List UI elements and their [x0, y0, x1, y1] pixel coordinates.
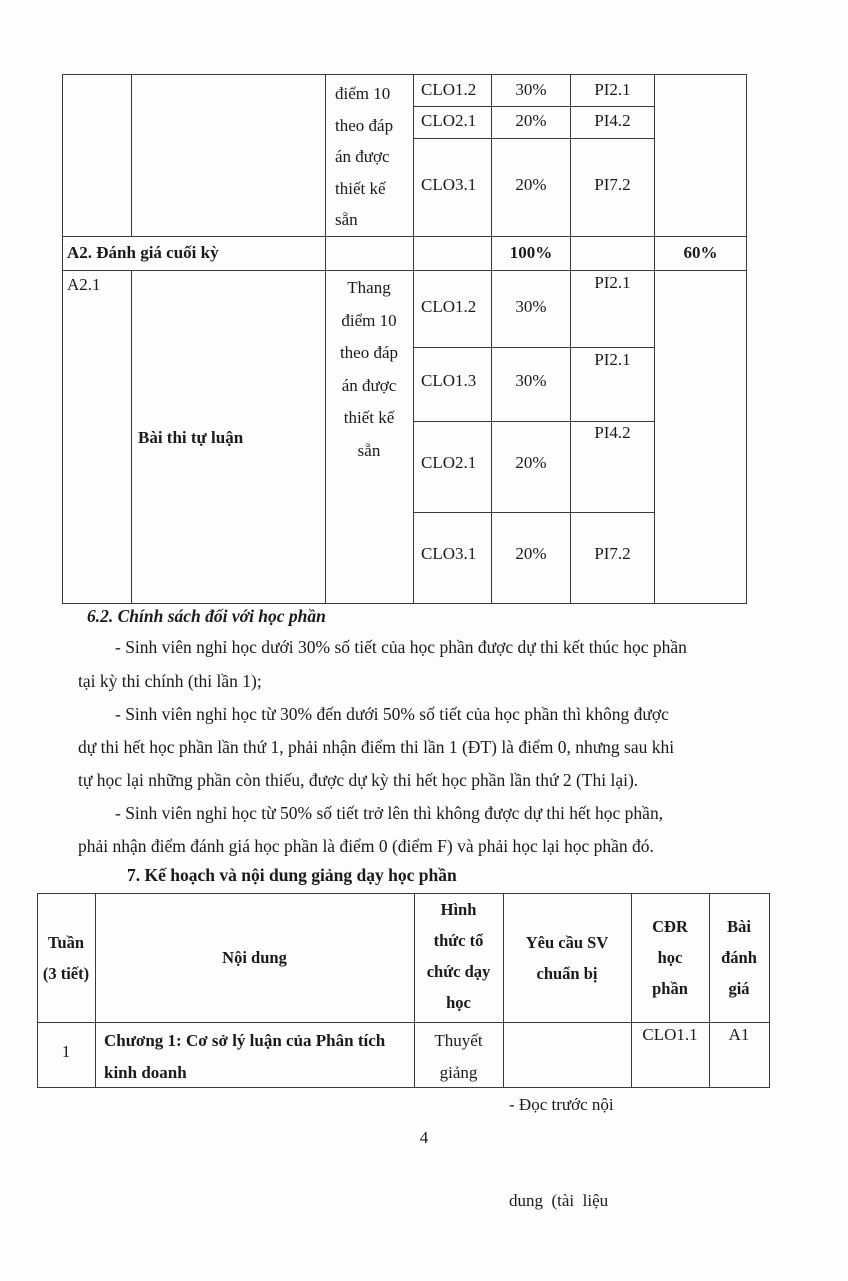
- policy-line: tự học lại những phần còn thiếu, được dự kỳ thi hết học phần lần thứ 2 (Thi lại).: [78, 770, 639, 790]
- chapter-title: Cơ sở lý luận của Phân tích: [181, 1031, 386, 1050]
- table-border: [62, 603, 747, 604]
- method-line: sẵn: [335, 210, 358, 229]
- prep-line: dung (tài liệu: [509, 1191, 609, 1210]
- column-divider: [654, 74, 655, 603]
- policy-line: tại kỳ thi chính (thi lần 1);: [78, 671, 262, 691]
- pi-cell: PI7.2: [594, 544, 631, 563]
- method-cell: [326, 78, 413, 236]
- row-divider: [413, 138, 655, 139]
- format-line: giảng: [439, 1063, 478, 1082]
- clo-cell: CLO1.2: [421, 297, 477, 316]
- content-cell: [104, 1025, 385, 1089]
- method-line: thiết kế: [335, 178, 386, 198]
- pi-cell: PI4.2: [594, 111, 631, 130]
- header-line: phần: [652, 979, 688, 998]
- method-line: Thang: [347, 278, 391, 297]
- section-a2-total-weight: 100%: [509, 243, 553, 262]
- header-line: học: [446, 993, 471, 1012]
- header-line: chức dạy: [426, 962, 491, 981]
- weight-cell: 30%: [515, 297, 547, 316]
- pi-cell: PI2.1: [594, 273, 631, 292]
- pi-cell: PI2.1: [594, 350, 631, 369]
- section-a2-course-weight: 60%: [683, 243, 718, 262]
- header-line: Yêu cầu SV: [525, 933, 609, 952]
- clo-cell: CLO2.1: [421, 111, 477, 130]
- header-clo: [631, 911, 709, 1004]
- week-cell: 1: [61, 1042, 71, 1061]
- method-cell: [325, 272, 413, 467]
- section-a2-label: A2. Đánh giá cuối kỳ: [67, 243, 219, 262]
- header-content: Nội dung: [222, 948, 287, 967]
- clo-cell: CLO1.3: [421, 371, 477, 390]
- policy-line: - Sinh viên nghỉ học dưới 30% số tiết của học phần được dự thi kết thúc học phần: [115, 637, 687, 657]
- header-line: thức tổ: [433, 931, 484, 950]
- header-line: Hình: [440, 900, 477, 919]
- header-prep: [503, 927, 631, 989]
- policy-line: - Sinh viên nghỉ học từ 50% số tiết trở lên thì không được dự thi hết học phần,: [115, 803, 664, 823]
- column-divider: [413, 74, 414, 603]
- row-divider: [413, 106, 655, 107]
- pi-cell: PI7.2: [594, 175, 631, 194]
- header-week: [37, 927, 95, 989]
- table-border: [746, 74, 747, 604]
- method-line: thiết kế: [343, 408, 395, 427]
- table-border: [37, 893, 770, 894]
- method-line: điểm 10: [341, 310, 397, 330]
- assessment-code: A2.1: [67, 275, 101, 294]
- assessment-cell: A1: [728, 1025, 750, 1044]
- weight-cell: 30%: [515, 80, 547, 99]
- header-assessment: [709, 911, 769, 1004]
- header-line: đánh: [721, 948, 757, 967]
- table-border: [62, 74, 747, 75]
- method-line: điểm 10: [335, 84, 391, 103]
- pi-cell: PI2.1: [594, 80, 631, 99]
- row-divider: [413, 421, 655, 422]
- weight-cell: 20%: [515, 175, 547, 194]
- header-line: CĐR: [652, 917, 688, 936]
- row-divider: [62, 270, 747, 271]
- column-divider: [95, 893, 96, 1088]
- header-format: [414, 894, 503, 1018]
- clo-cell: CLO2.1: [421, 453, 477, 472]
- assessment-name: Bài thi tự luận: [138, 428, 244, 447]
- method-line: án được: [341, 375, 397, 395]
- chapter-title-cont: kinh doanh: [104, 1063, 187, 1082]
- header-line: học: [657, 948, 683, 967]
- column-divider: [131, 74, 132, 236]
- weight-cell: 20%: [515, 544, 547, 563]
- plan-heading: 7. Kế hoạch và nội dung giảng dạy học phần: [127, 865, 457, 885]
- prep-line: - Đọc trước nội: [509, 1095, 614, 1114]
- header-line: (3 tiết): [42, 964, 90, 983]
- weight-cell: 20%: [515, 453, 547, 472]
- header-line: Tuần: [47, 933, 85, 952]
- chapter-label: Chương 1:: [104, 1031, 182, 1050]
- header-line: giá: [728, 979, 750, 998]
- policy-line: phải nhận điểm đánh giá học phần là điểm 0 (điểm F) và phải học lại học phần đó.: [78, 836, 654, 856]
- row-divider: [413, 512, 655, 513]
- clo-cell: CLO1.2: [421, 80, 477, 99]
- table-border: [62, 74, 63, 604]
- policy-line: dự thi hết học phần lần thứ 1, phải nhận điểm thi lần 1 (ĐT) là điểm 0, nhưng sau khi: [78, 737, 675, 757]
- clo-cell: CLO3.1: [421, 175, 477, 194]
- pi-cell: PI4.2: [594, 423, 631, 442]
- format-line: Thuyết: [434, 1031, 483, 1050]
- method-line: sẵn: [357, 440, 381, 460]
- policy-heading: 6.2. Chính sách đối với học phần: [87, 606, 326, 626]
- method-line: theo đáp: [335, 115, 394, 135]
- column-divider: [131, 270, 132, 603]
- clo-cell: CLO3.1: [421, 544, 477, 563]
- table-border: [769, 893, 770, 1088]
- header-line: Bài: [727, 917, 751, 936]
- row-divider: [62, 236, 747, 237]
- clo-cell: CLO1.1: [642, 1025, 698, 1044]
- column-divider: [503, 893, 504, 1088]
- method-line: theo đáp: [339, 343, 399, 362]
- header-line: chuẩn bị: [536, 964, 598, 983]
- policy-line: - Sinh viên nghỉ học từ 30% đến dưới 50% số tiết của học phần thì không được: [115, 704, 669, 724]
- page-number: 4: [419, 1128, 429, 1147]
- row-divider: [37, 1022, 770, 1023]
- method-line: án được: [335, 147, 390, 166]
- weight-cell: 20%: [515, 111, 547, 130]
- prep-cell: [509, 1025, 614, 1281]
- row-divider: [413, 347, 655, 348]
- column-divider: [570, 74, 571, 603]
- format-cell: [414, 1025, 503, 1089]
- weight-cell: 30%: [515, 371, 547, 390]
- column-divider: [491, 74, 492, 603]
